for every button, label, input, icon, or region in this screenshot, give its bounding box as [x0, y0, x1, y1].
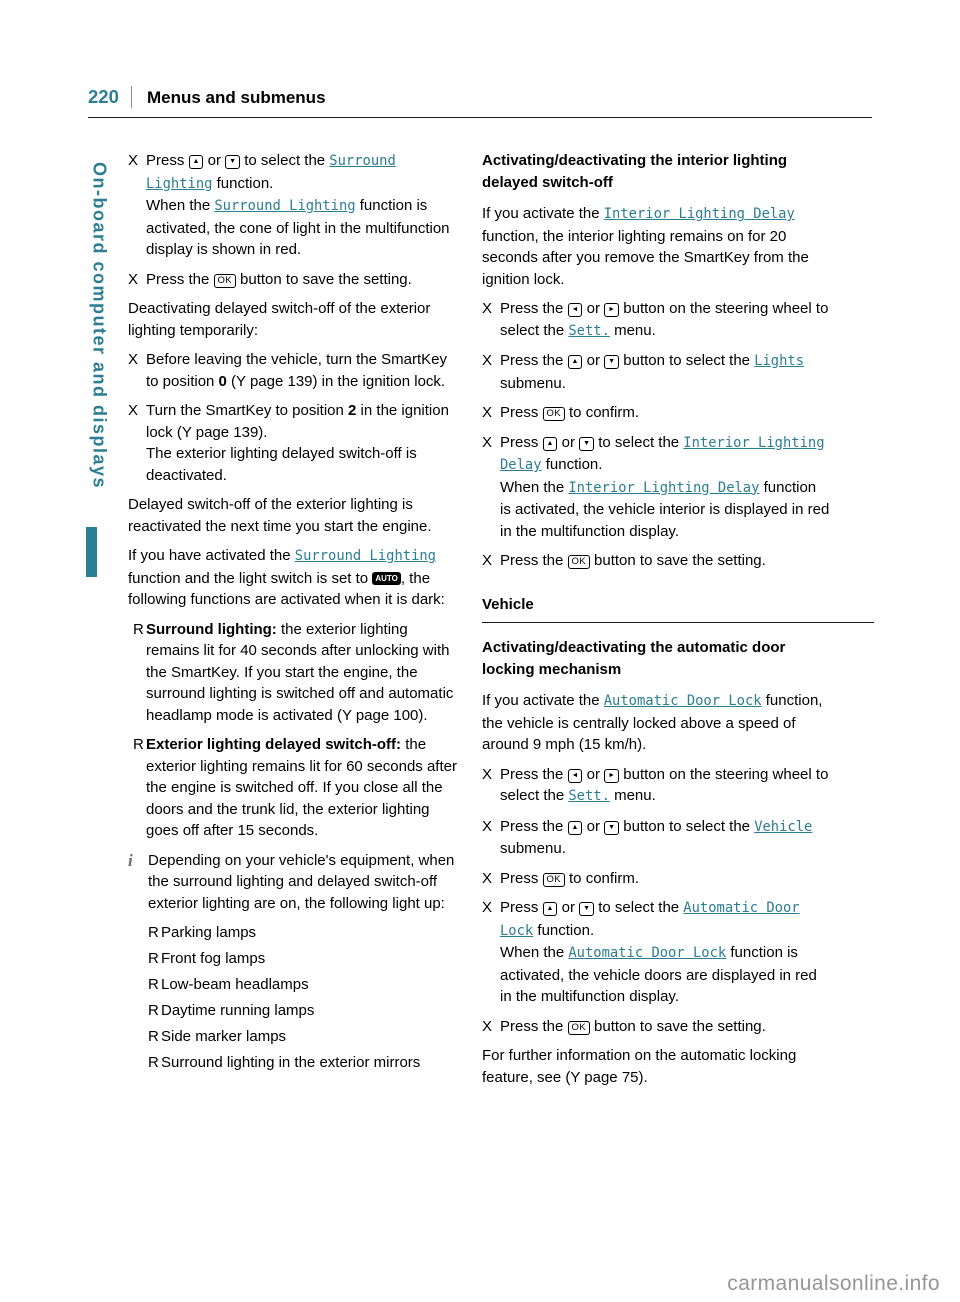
- list-marker: R: [148, 950, 159, 967]
- text-run: in the ignition lock (Y page 139).: [146, 402, 449, 441]
- text-run: Press: [146, 152, 189, 169]
- text-run: button to save the setting.: [589, 552, 766, 569]
- up-arrow-button-icon: ▲: [568, 355, 583, 369]
- paragraph: [128, 494, 460, 537]
- bullet-marker: X: [482, 869, 493, 887]
- text-run: function is activated, the vehicle doors are displayed in red in the multifunction display.: [500, 944, 817, 1005]
- text-run: or: [582, 817, 605, 835]
- text-run: Parking lamps: [161, 924, 257, 941]
- text-run: submenu.: [500, 840, 566, 857]
- list-item: [128, 1026, 460, 1048]
- text-run: Vehicle: [482, 595, 534, 613]
- instruction-step: [482, 897, 830, 1008]
- left-arrow-button-icon: ◄: [568, 303, 583, 317]
- block-body: [500, 1016, 830, 1038]
- block-body: [500, 402, 830, 424]
- list-marker: R: [148, 1028, 159, 1045]
- block-body: [146, 400, 460, 486]
- text-run: Press the: [500, 1017, 568, 1035]
- display-message-text: Surround Lighting: [146, 153, 396, 192]
- text-run: Press: [500, 404, 543, 421]
- text-run: If you have activated the: [128, 547, 295, 564]
- text-run: to select the: [594, 899, 684, 916]
- list-marker: R: [133, 620, 144, 638]
- section-heading: [482, 594, 874, 624]
- display-message-text: Automatic Door Lock: [603, 693, 762, 709]
- chapter-sidebar-label: On-board computer and displays: [89, 162, 110, 490]
- auto-headlamp-switch-icon: AUTO: [372, 572, 401, 585]
- list-item: [128, 974, 460, 996]
- text-run: menu.: [609, 321, 656, 339]
- display-message-text: Sett.: [568, 322, 610, 339]
- text-run: the exterior lighting remains lit for 60 seconds after the engine is switched off. If you close all the doors and the trunk lid, the exterior lighting goes off after 15 seconds.: [146, 736, 457, 839]
- instruction-step: [482, 298, 830, 342]
- text-run: Depending on your vehicle's equipment, when the surround lighting and delayed switch-off exterior lighting are on, the following light up:: [148, 851, 455, 912]
- text-run: Press: [500, 433, 543, 451]
- list-item: [128, 734, 460, 842]
- text-run: button on the steering wheel to select the: [500, 300, 829, 339]
- text-run: or: [557, 899, 580, 916]
- instruction-step: [128, 150, 460, 261]
- bullet-marker: X: [482, 552, 493, 569]
- text-run: or: [582, 352, 605, 369]
- ok-button-icon: OK: [214, 274, 236, 288]
- text-run: Daytime running lamps: [161, 1002, 315, 1019]
- text-run: the exterior lighting remains lit for 40 seconds after unlocking with the SmartKey. If you start the engine, the surround lighting is switched off and automatic headlamp mode is activated (Y page 100).: [146, 620, 454, 724]
- display-message-text: Automatic Door Lock: [568, 945, 727, 961]
- bullet-marker: X: [482, 300, 493, 317]
- text-run: When the: [146, 197, 215, 214]
- text-run: Press the: [146, 270, 214, 288]
- down-arrow-button-icon: ▼: [579, 437, 594, 451]
- text-run: Press the: [500, 352, 568, 369]
- text-run: function.: [212, 174, 274, 192]
- text-run: Activating/deactivating the interior lighting delayed switch-off: [482, 152, 788, 191]
- text-run: button to save the setting.: [589, 1017, 766, 1035]
- text-run: Press the: [500, 552, 568, 569]
- instruction-step: [482, 816, 830, 860]
- bullet-marker: X: [482, 817, 493, 835]
- display-message-text: Automatic Door Lock: [500, 900, 800, 939]
- info-note: [128, 850, 460, 915]
- instruction-step: [482, 432, 830, 543]
- text-run: submenu.: [500, 374, 566, 392]
- text-run: Press the: [500, 817, 568, 835]
- text-run: to confirm.: [564, 869, 640, 887]
- watermark: carmanualsonline.info: [727, 1271, 940, 1295]
- text-run: When the: [500, 478, 569, 496]
- block-body: [161, 1026, 460, 1048]
- display-message-text: Surround Lighting: [294, 548, 436, 564]
- up-arrow-button-icon: ▲: [543, 437, 558, 451]
- up-arrow-button-icon: ▲: [543, 902, 558, 916]
- block-body: [146, 349, 460, 392]
- block-body: [161, 1000, 460, 1022]
- display-message-text: Vehicle: [754, 818, 813, 835]
- text-run: function is activated, the cone of light in the multifunction display is shown in red.: [146, 197, 450, 258]
- text-run: menu.: [609, 787, 656, 804]
- block-body: [500, 550, 830, 572]
- text-run: or: [582, 300, 605, 317]
- block-body: [161, 948, 460, 970]
- down-arrow-button-icon: ▼: [579, 902, 594, 916]
- block-body: [148, 850, 460, 915]
- down-arrow-button-icon: ▼: [604, 355, 619, 369]
- subheading: [482, 637, 830, 680]
- text-run: The exterior lighting delayed switch-off is deactivated.: [146, 445, 417, 484]
- text-run: Surround lighting:: [146, 620, 277, 638]
- ok-button-icon: OK: [568, 555, 590, 569]
- down-arrow-button-icon: ▼: [604, 821, 619, 835]
- text-run: function, the interior lighting remains on for 20 seconds after you remove the SmartKey from the ignition lock.: [482, 227, 809, 288]
- block-body: [500, 764, 830, 808]
- bullet-marker: X: [128, 402, 139, 419]
- block-body: [161, 974, 460, 996]
- display-message-text: Interior Lighting Delay: [568, 479, 760, 496]
- right-arrow-button-icon: ►: [604, 769, 619, 783]
- display-message-text: Sett.: [568, 788, 610, 804]
- bullet-marker: X: [128, 152, 139, 169]
- block-body: [161, 922, 460, 944]
- text-run: Exterior lighting delayed switch-off:: [146, 736, 402, 753]
- text-run: function.: [541, 456, 603, 473]
- ok-button-icon: OK: [568, 1021, 590, 1035]
- up-arrow-button-icon: ▲: [189, 155, 204, 169]
- instruction-step: [482, 868, 830, 890]
- block-body: [500, 298, 830, 342]
- instruction-step: [482, 550, 830, 572]
- text-run: When the: [500, 944, 569, 961]
- list-marker: R: [148, 1002, 159, 1019]
- page-title: Menus and submenus: [147, 88, 326, 107]
- instruction-step: [482, 764, 830, 808]
- instruction-step: [482, 350, 830, 394]
- text-run: function.: [533, 921, 595, 939]
- text-run: For further information on the automatic locking feature, see (Y page 75).: [482, 1047, 797, 1086]
- text-run: button on the steering wheel to select the: [500, 765, 829, 804]
- list-marker: R: [148, 924, 159, 941]
- display-message-text: Interior Lighting Delay: [500, 434, 825, 473]
- text-run: If you activate the: [482, 692, 604, 709]
- text-run: Before leaving the vehicle, turn the SmartKey to position: [146, 351, 447, 390]
- display-message-text: Surround Lighting: [214, 198, 356, 214]
- block-body: [146, 619, 460, 727]
- text-run: button to save the setting.: [235, 270, 412, 288]
- bullet-marker: X: [482, 404, 493, 421]
- display-message-text: Interior Lighting Delay: [603, 206, 795, 222]
- paragraph: [128, 545, 460, 611]
- paragraph: [482, 1045, 830, 1088]
- text-run: to select the: [594, 433, 684, 451]
- text-run: Deactivating delayed switch-off of the exterior lighting temporarily:: [128, 300, 431, 339]
- block-body: [146, 150, 460, 261]
- list-marker: R: [148, 1054, 159, 1071]
- block-body: [500, 350, 830, 394]
- list-item: [128, 1000, 460, 1022]
- list-marker: R: [148, 976, 159, 993]
- text-run: or: [557, 433, 580, 451]
- paragraph: [482, 690, 830, 756]
- block-body: [500, 868, 830, 890]
- text-run: button to select the: [619, 817, 755, 835]
- text-run: or: [582, 765, 605, 783]
- block-body: [146, 734, 460, 842]
- bullet-marker: X: [482, 433, 493, 451]
- text-run: , the following functions are activated when it is dark:: [128, 569, 445, 608]
- display-message-text: Lights: [754, 353, 805, 369]
- instruction-step: [482, 1016, 830, 1038]
- text-run: Front fog lamps: [161, 950, 266, 967]
- text-run: Turn the SmartKey to position: [146, 402, 349, 419]
- instruction-step: [128, 349, 460, 392]
- bullet-marker: X: [482, 765, 493, 783]
- list-item: [128, 619, 460, 727]
- right-column: [482, 150, 874, 1096]
- block-body: [146, 269, 460, 291]
- text-run: Side marker lamps: [161, 1028, 287, 1045]
- text-run: to select the: [240, 152, 330, 169]
- text-run: button to select the: [619, 352, 755, 369]
- list-item: [128, 922, 460, 944]
- page-header: [88, 86, 872, 118]
- text-run: Surround lighting in the exterior mirrors: [161, 1054, 421, 1071]
- text-run: (Y page 139) in the ignition lock.: [226, 372, 446, 390]
- text-run: Press: [500, 869, 543, 887]
- ok-button-icon: OK: [543, 873, 565, 887]
- chapter-thumb-tab: [86, 527, 97, 577]
- paragraph: [128, 298, 460, 341]
- right-arrow-button-icon: ►: [604, 303, 619, 317]
- text-run: 0: [218, 372, 227, 390]
- bullet-marker: X: [482, 352, 493, 369]
- text-run: If you activate the: [482, 205, 604, 222]
- left-column: [128, 150, 460, 1078]
- down-arrow-button-icon: ▼: [225, 155, 240, 169]
- block-body: [161, 1052, 460, 1074]
- instruction-step: [128, 269, 460, 291]
- bullet-marker: X: [128, 351, 139, 368]
- ok-button-icon: OK: [543, 407, 565, 421]
- subheading: [482, 150, 830, 193]
- text-run: Press: [500, 899, 543, 916]
- block-body: [500, 432, 830, 543]
- bullet-marker: X: [482, 1017, 493, 1035]
- list-item: [128, 1052, 460, 1074]
- text-run: function and the light switch is set to: [128, 569, 373, 587]
- text-run: function is activated, the vehicle interior is displayed in red in the multifunction display.: [500, 478, 830, 540]
- block-body: [500, 897, 830, 1008]
- up-arrow-button-icon: ▲: [568, 821, 583, 835]
- text-run: Delayed switch-off of the exterior lighting is reactivated the next time you start the engine.: [128, 496, 432, 535]
- note-marker: i: [128, 850, 133, 870]
- list-item: [128, 948, 460, 970]
- text-run: Low-beam headlamps: [161, 976, 309, 993]
- text-run: 2: [348, 402, 357, 419]
- block-body: [500, 816, 830, 860]
- instruction-step: [128, 400, 460, 486]
- paragraph: [482, 203, 830, 290]
- left-arrow-button-icon: ◄: [568, 769, 583, 783]
- text-run: Press the: [500, 765, 568, 783]
- text-run: or: [203, 152, 226, 169]
- bullet-marker: X: [482, 899, 493, 916]
- text-run: to confirm.: [564, 404, 640, 421]
- instruction-step: [482, 402, 830, 424]
- text-run: Press the: [500, 300, 568, 317]
- list-marker: R: [133, 736, 144, 753]
- bullet-marker: X: [128, 270, 139, 288]
- text-run: Activating/deactivating the automatic door locking mechanism: [482, 639, 786, 678]
- text-run: function, the vehicle is centrally locked above a speed of around 9 mph (15 km/h).: [482, 692, 823, 753]
- page-number: 220: [88, 86, 119, 107]
